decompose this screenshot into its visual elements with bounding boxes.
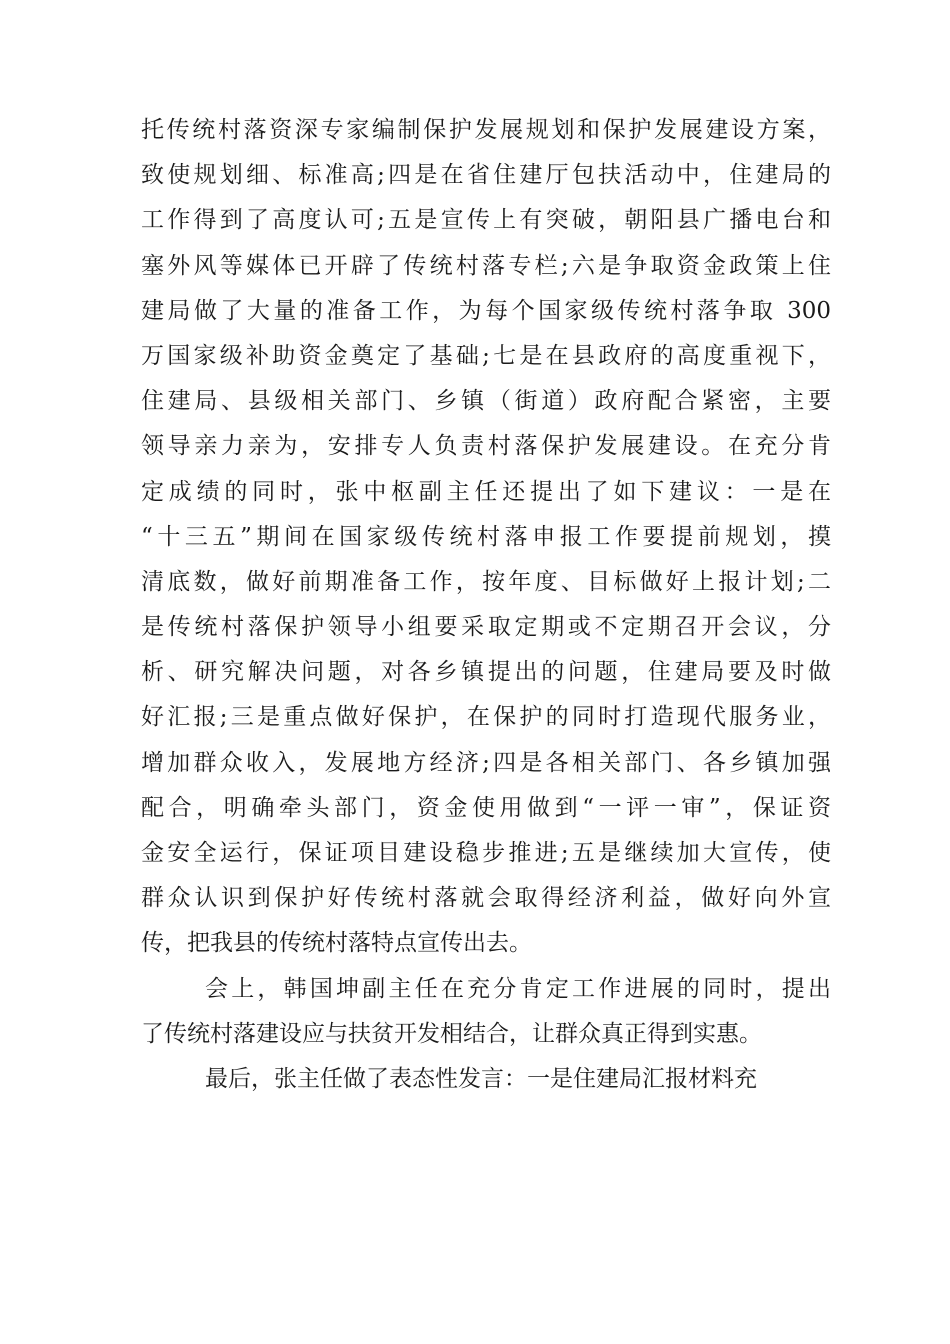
- text-line: 致使规划细、标准高;四是在省住建厅包扶活动中，住建局的: [141, 162, 831, 189]
- text-line: 塞外风等媒体已开辟了传统村落专栏;六是争取资金政策上住: [141, 252, 831, 279]
- text-line: 住建局、县级相关部门、乡镇（街道）政府配合紧密，主要: [141, 388, 831, 415]
- text-line: 托传统村落资深专家编制保护发展规划和保护发展建设方案，: [141, 117, 831, 143]
- text-line: 定成绩的同时，张中枢副主任还提出了如下建议：一是在: [141, 478, 831, 505]
- text-line: 金安全运行，保证项目建设稳步推进;五是继续加大宣传，使: [141, 840, 831, 866]
- paragraph-start-line: 最后，张主任做了表态性发言：一是住建局汇报材料充: [205, 1065, 757, 1092]
- text-line: 群众认识到保护好传统村落就会取得经济利益，做好向外宣: [141, 885, 831, 912]
- body-text: [141, 108, 831, 1102]
- text-line: 建局做了大量的准备工作，为每个国家级传统村落争取 300: [141, 297, 831, 324]
- text-line: 清底数，做好前期准备工作，按年度、目标做好上报计划;二: [141, 568, 831, 595]
- paragraph-start-line: 会上，韩国坤副主任在充分肯定工作进展的同时，提出: [205, 975, 831, 1002]
- text-line: 传，把我县的传统村落特点宣传出去。: [141, 930, 532, 957]
- text-line: 工作得到了高度认可;五是宣传上有突破，朝阳县广播电台和: [141, 207, 831, 234]
- text-line: 析、研究解决问题，对各乡镇提出的问题，住建局要及时做: [141, 659, 831, 686]
- text-line: 配合，明确牵头部门，资金使用做到“一评一审”，保证资: [141, 794, 831, 821]
- text-line: 万国家级补助资金奠定了基础;七是在县政府的高度重视下，: [141, 342, 831, 369]
- text-line: 领导亲力亲为，安排专人负责村落保护发展建设。在充分肯: [141, 433, 831, 460]
- text-line: “十三五”期间在国家级传统村落申报工作要提前规划，摸: [141, 523, 831, 550]
- text-line: 了传统村落建设应与扶贫开发相结合，让群众真正得到实惠。: [141, 1020, 762, 1047]
- text-line: 是传统村落保护领导小组要采取定期或不定期召开会议，分: [141, 614, 831, 641]
- text-line: 好汇报;三是重点做好保护，在保护的同时打造现代服务业，: [141, 704, 831, 731]
- text-line: 增加群众收入，发展地方经济;四是各相关部门、各乡镇加强: [141, 749, 831, 776]
